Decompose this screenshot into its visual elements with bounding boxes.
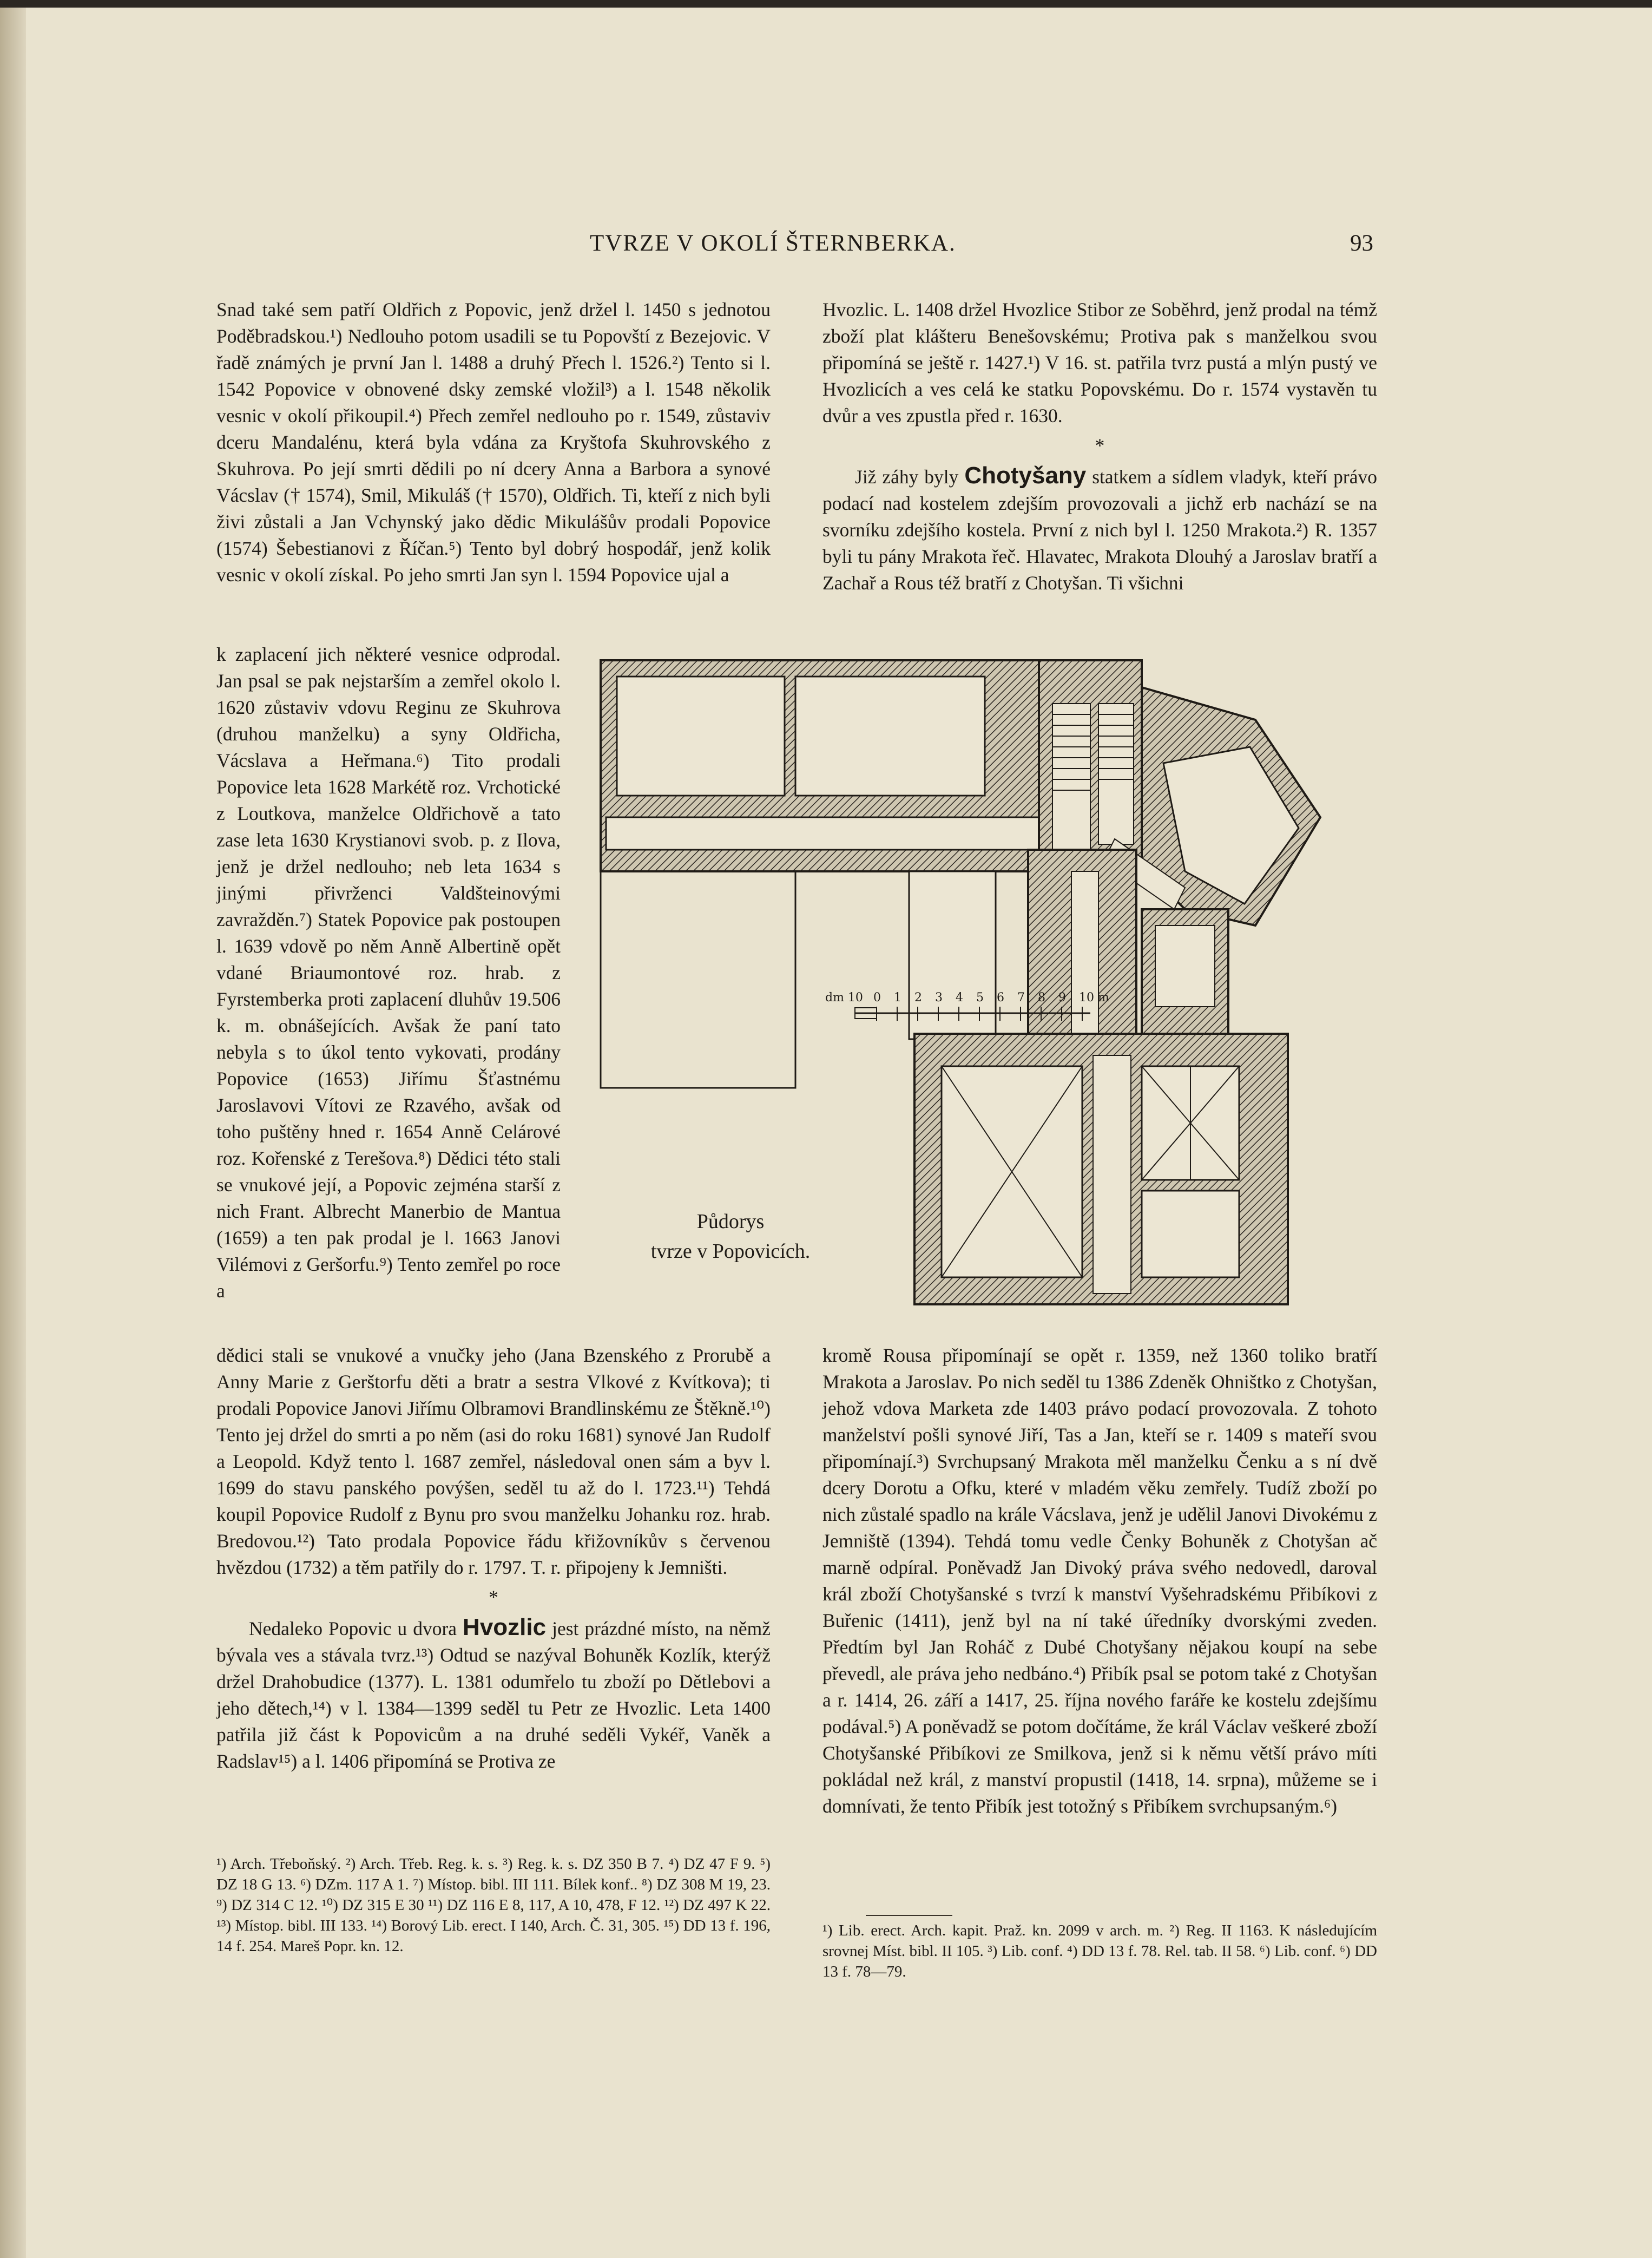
right-footnote-rule [866, 1915, 952, 1916]
scale-tick-label: 4 [956, 991, 963, 1005]
left-column-narrow [216, 641, 561, 1304]
scale-tick-label: 2 [914, 991, 922, 1005]
section-separator-star: * [489, 1586, 498, 1608]
page-binding-edge [0, 0, 26, 2258]
scale-tick-label: 1 [894, 991, 901, 1005]
right-column-bottom [822, 1342, 1377, 1820]
page-number: 93 [1350, 231, 1373, 256]
scale-tick-label: 3 [935, 991, 943, 1005]
place-name-hvozlic: Hvozlic [463, 1614, 547, 1640]
west-wing-walls [601, 660, 1039, 871]
left-paragraph-1-tail: dědici stali se vnukové a vnučky jeho (Jana Bzenského z Prorubě a Anny Marie z Gerštorfu děti a bratr a sestra Vlkové z Kvítkova); ti prodali Popovice Janovi Jiřímu Olbramovi Brandlinskému ze Štěkně.¹⁰) Tento jej držel do smrti a po něm (asi do roku 1681) synové Jan Rudolf a Leopold. Když tento l. 1687 zemřel, následoval onen sám a byv l. 1699 do stavu panského povýšen, seděl tu až do l. 1723.¹¹) Tehdá koupil Popovice Rudolf z Bynu pro svou manželku Johanku roz. hrab. Bredovou.¹²) Tato prodala Popovice řádu křižovníkův s červenou hvězdou (1732) a těm patřily do r. 1797. T. r. připojeny k Jemništi. [216, 1344, 771, 1578]
left-footnotes: ¹) Arch. Třeboňský. ²) Arch. Třeb. Reg. k. s. ³) Reg. k. s. DZ 350 B 7. ⁴) DZ 47 F 9. ⁵) DZ 18 G 13. ⁶) DZm. 117 A 1. ⁷) Místop. bibl. III 111. Bílek konf.. ⁸) DZ 308 M 19, 23. ⁹) DZ 314 C 12. ¹⁰) DZ 315 E 30 ¹¹) DZ 116 E 8, 117, A 10, 478, F 12. ¹²) DZ 497 K 22. ¹³) Místop. bibl. III 133. ¹⁴) Borový Lib. erect. I 140, Arch. Č. 31, 305. ¹⁵) DD 13 f. 196, 14 f. 254. Mareš Popr. kn. 12. [216, 1855, 771, 1955]
figure-caption [628, 1207, 833, 1266]
left-paragraph-2: Nedaleko Popovic u dvora Hvozlic jest prázdné místo, na němž bývala ves a stávala tvrz.¹³) Odtud se nazýval Bohuněk Kozlík, kterýž držel Drahobudice (1377). L. 1381 odumřelo tu zboží po Dětlebovi a jeho dětech,¹⁴) v l. 1384—1399 seděl tu Petr ze Hvozlic. Leta 1400 patřila již část k Popovicům a na druhé seděli Vykéř, Vaněk a Radslav¹⁵) a l. 1406 připomíná se Protiva ze [216, 1614, 771, 1772]
scale-tick-label: 10 m [1079, 991, 1109, 1005]
staircase [1039, 660, 1142, 866]
scale-tick-label: 8 [1038, 991, 1045, 1005]
left-column-top [216, 297, 771, 588]
scale-label: dm 10 [825, 991, 863, 1005]
right-footnotes: ¹) Lib. erect. Arch. kapit. Praž. kn. 2099 v arch. m. ²) Reg. II 1163. K následujícím srovnej Míst. bibl. II 105. ³) Lib. conf. ⁴) DD 13 f. 78. Rel. tab. II 58. ⁶) Lib. conf. ⁶) DD 13 f. 78—79. [822, 1922, 1377, 1980]
scale-tick-label: 5 [976, 991, 984, 1005]
scale-tick-label: 7 [1017, 991, 1025, 1005]
right-paragraph-3: kromě Rousa připomínají se opět r. 1359, než 1360 toliko bratří Mrakota a Jaroslav. Po nich seděl tu 1386 Zdeněk Ohništko z Chotyšan, jehož vdova Marketa zde 1403 právo podací provozovala. Z tohoto manželství pošli synové Jiří, Tas a Jan, kteří se r. 1409 s mateří svou připomínají.³) Svrchupsaný Mrakota měl manželku Čenku a s ní dvě dcery Dorotu a Ofku, které v mladém věku zemřely. Tudíž zboží po nich zůstalé spadlo na krále Vácslava, jenž je udělil Janovi Divokému z Jemniště (1394). Tehdá tomu vedle Čenky Bohuněk z Chotyšan ač marně odpíral. Poněvadž Jan Divoký práva svého nedovedl, daroval král zboží Chotyšanské s tvrzí k manství Vyšehradskému Přibíkovi z Buřenic (1411), jenž byl na ní také úředníky dvorskými zveden. Předtím byl Jan Roháč z Dubé Chotyšany nějakou koupí na sebe převedl, ale práva jeho nedbáno.⁴) Přibík psal se potom také z Chotyšan a r. 1414, 26. září a 1417, 25. října nového faráře ke kostelu zdejšímu podával.⁵) A poněvadž se potom dočítáme, že král Václav veškeré zboží Chotyšanské Přibíkovi ze Smilkova, jenž si k němu větší právo míti pokládal než král, z manství propustil (1418, 14. srpna), můžeme se i domnívati, že tento Přibík jest totožný s Přibíkem svrchupsaným.⁶) [822, 1344, 1377, 1817]
right-paragraph-1: Hvozlic. L. 1408 držel Hvozlice Stibor ze Soběhrd, jenž prodal na témž zboží plat klášteru Benešovskému; Protiva pak s manželkou svou připomíná se ještě r. 1427.¹) V 16. st. patřila tvrz pustá a mlýn pustý ve Hvozlicích a ves celá ke statku Popovskému. Do r. 1574 vystavěn tu dvůr a ves zpustla před r. 1630. [822, 299, 1377, 426]
ruined-room-outline [601, 871, 795, 1088]
scale-tick-label: 6 [997, 991, 1004, 1005]
section-separator-star-right: * [1095, 435, 1105, 456]
left-column-bottom [216, 1342, 771, 1775]
figure-caption-line-1: Půdorys [696, 1210, 765, 1233]
place-name-chotysany: Chotyšany [964, 462, 1087, 489]
figure-caption-line-2: tvrze v Popovicích. [650, 1240, 811, 1263]
running-title: TVRZE V OKOLÍ ŠTERNBERKA. [590, 231, 956, 256]
left-paragraph-1: Snad také sem patří Oldřich z Popovic, jenž držel l. 1450 s jednotou Poděbradskou.¹) Nedlouho potom usadili se tu Popovští z Bezejovic. V řadě známých je první Jan l. 1488 a druhý Přech l. 1526.²) Tento si l. 1542 Popovice v obnovené dsky zemské vložil³) a l. 1548 několik vesnic v okolí přikoupil.⁴) Přech zemřel nedlouho po r. 1549, zůstaviv dceru Mandalénu, která byla vdána za Kryštofa Skuhrovského z Skuhrova. Po její smrti dědili po ní dcery Anna a Barbora a synové Vácslav († 1574), Smil, Mikuláš († 1570), Oldřich. Ti, kteří z nich byli živi zůstali a Jan Vchynský jako dědic Mikulášův prodali Popovice (1574) Šebestianovi z Říčan.⁵) Tento byl dobrý hospodář, jenž kolik vesnic v okolí získal. Po jeho smrti Jan syn l. 1594 Popovice ujal a [216, 299, 771, 586]
right-column-top [822, 297, 1377, 596]
scale-tick-label: 9 [1058, 991, 1066, 1005]
right-paragraph-2: Již záhy byly Chotyšany statkem a sídlem vladyk, kteří právo podací nad kostelem zdejším provozovali a jichž erb nachází se na svorníku zdejšího kostela. První z nich byl l. 1250 Mrakota.²) R. 1357 byli tu pány Mrakota řeč. Hlavatec, Mrakota Dlouhý a Jaroslav bratří a Zachař a Rous též bratří z Chotyšan. Ti všichni [822, 462, 1378, 594]
scale-tick-label: 0 [873, 991, 881, 1005]
left-paragraph-1-narrow: k zaplacení jich některé vesnice odprodal. Jan psal se pak nejstarším a zemřel okolo l. 1620 zůstaviv vdovu Reginu ze Skuhrova (druhou manželku) a syny Oldřicha, Vácslava a Heřmana.⁶) Tito prodali Popovice leta 1628 Markétě roz. Vrchotické z Loutkova, manželce Oldřichově a tato zase leta 1630 Krystianovi svob. p. z Ilova, jenž je držel nedlouho; neb leta 1634 s jinými přivrženci Valdšteinovými zavražděn.⁷) Statek Popovice pak postoupen l. 1639 vdově po něm Anně Albertině opět vdané Briaumontové roz. hrab. z Fyrstemberka proti zaplacení dluhův 19.506 k. m. obnášejících. Avšak že paní tato nebyla s to úkol tento vykovati, prodány Popovice (1653) Jiřímu Šťastnému Jaroslavovi Vítovi ze Rzavého, avšak od toho puštěny hned r. 1654 Anně Celárové roz. Kořenské z Terešova.⁸) Dědici této stali se vnukové její, a Popovic zejména starší z nich Frant. Albrecht Manerbio de Mantua (1659) a ten pak prodal je l. 1663 Janovi Vilémovi z Geršorfu.⁹) Tento zemřel po roce a [216, 644, 561, 1302]
page-top-edge [0, 0, 1652, 8]
